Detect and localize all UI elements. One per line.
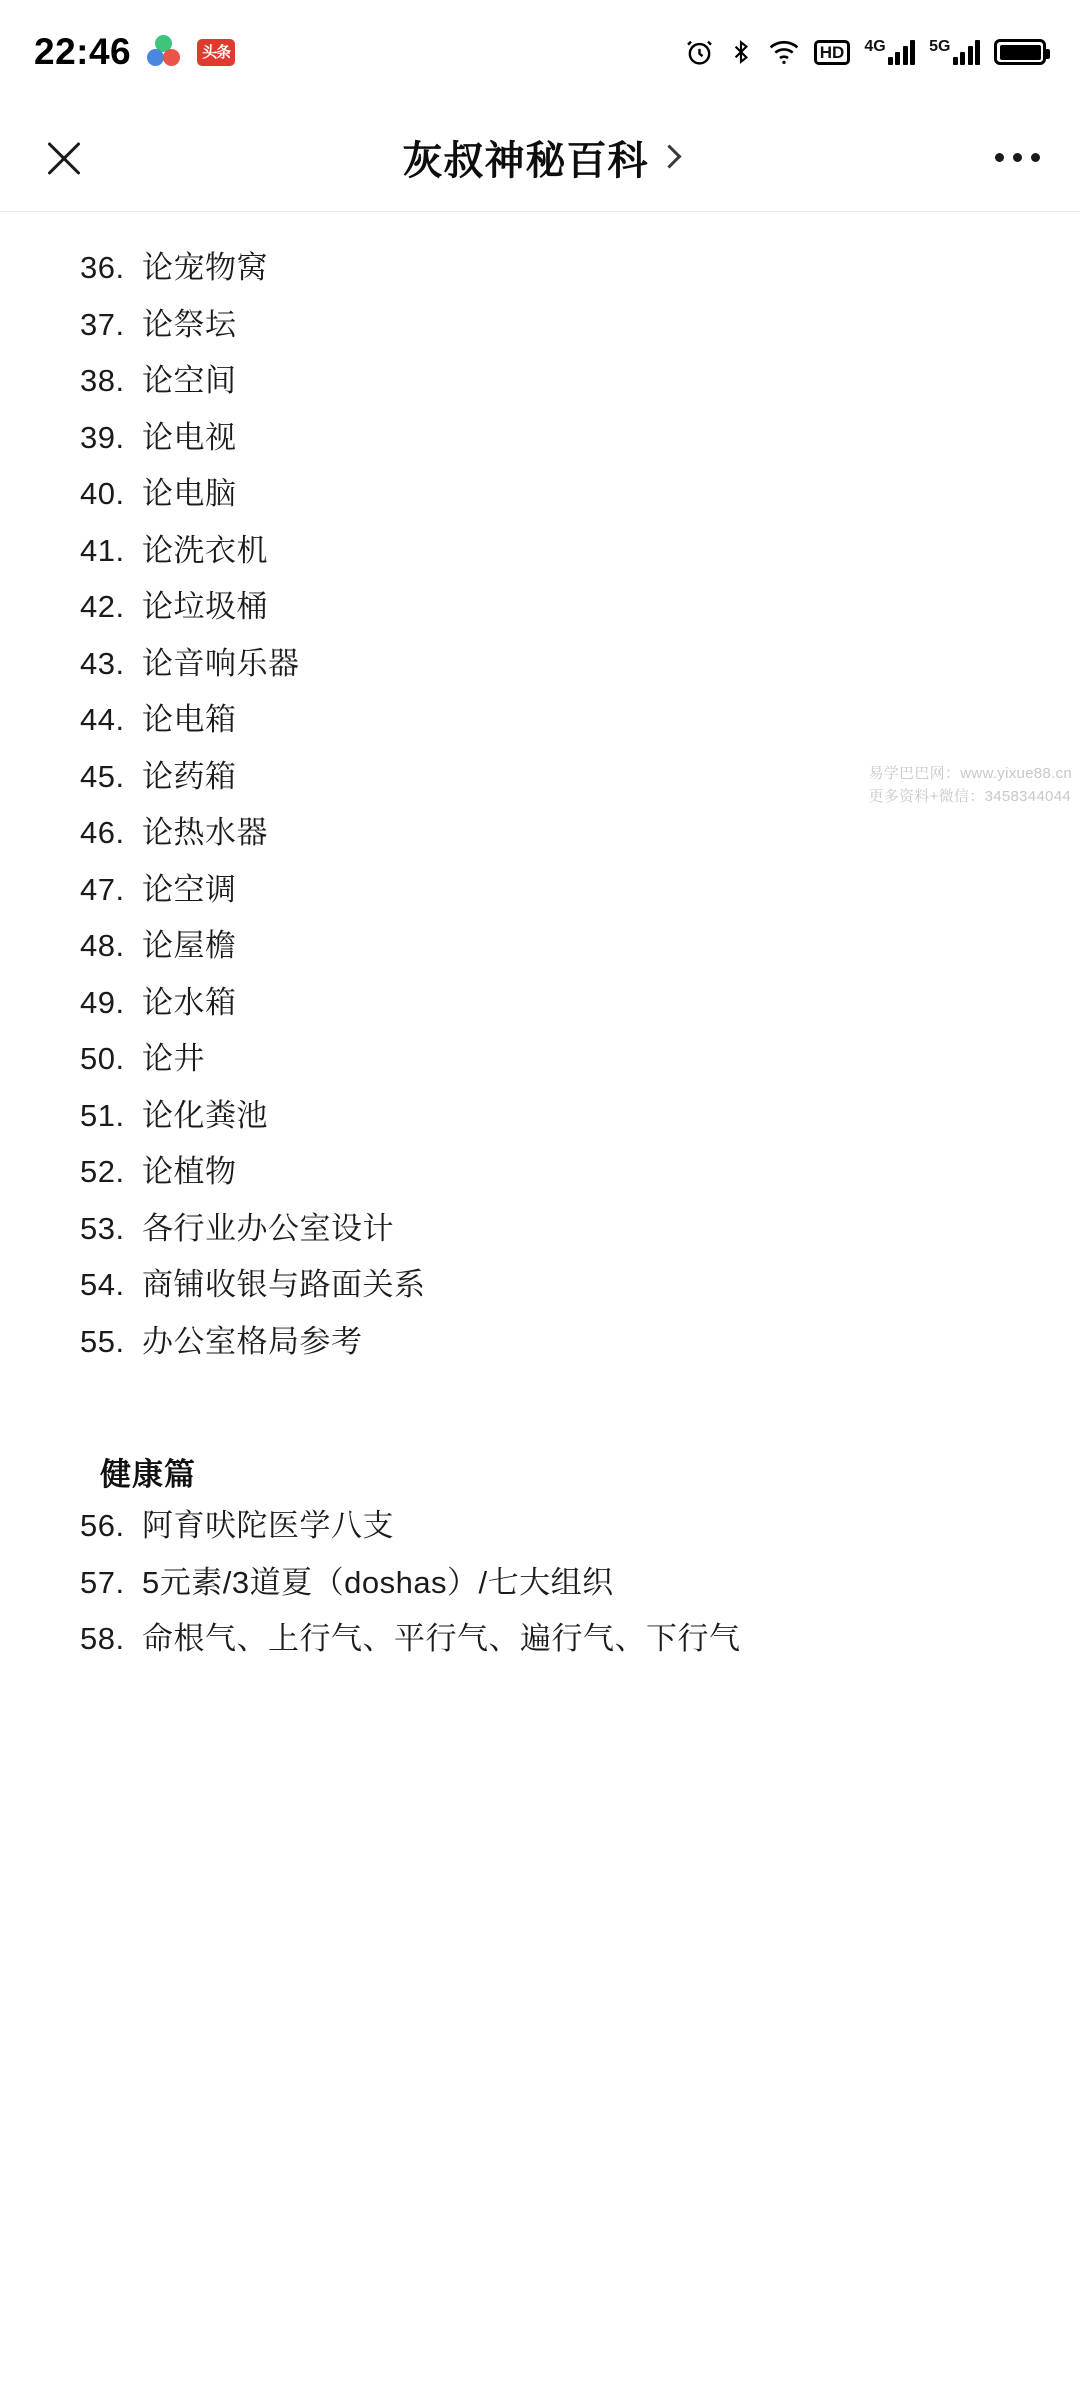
- list-item-number: 50.: [80, 1041, 125, 1076]
- list-item[interactable]: [0, 1613, 1080, 1670]
- list-item-number: 51.: [80, 1097, 125, 1133]
- list-item[interactable]: [0, 1033, 1080, 1090]
- list-item-label: 各行业办公室设计: [142, 1210, 394, 1246]
- list-item-label: 论空调: [142, 871, 237, 907]
- list-item-label: 论洗衣机: [142, 532, 268, 568]
- list-item-label: 论热水器: [142, 815, 268, 850]
- list-item-number: 38.: [80, 363, 125, 398]
- list-item-number: 39.: [80, 419, 125, 455]
- close-icon[interactable]: [36, 130, 92, 186]
- list-item-number: 37.: [80, 306, 125, 342]
- list-item-label: 论屋檐: [142, 928, 237, 963]
- list-item[interactable]: [0, 1090, 1080, 1147]
- list-item[interactable]: [0, 581, 1080, 638]
- network-5g-label: 5G: [929, 38, 951, 55]
- list-item-number: 57.: [80, 1564, 125, 1600]
- list-item-label: 办公室格局参考: [142, 1323, 363, 1359]
- page-title-wrap: [0, 129, 1080, 186]
- list-item-number: 48.: [80, 928, 125, 963]
- list-item-label: 论药箱: [142, 758, 237, 794]
- list-item-number: 58.: [80, 1621, 125, 1656]
- watermark-line-1: 易学巴巴网：www.yixue88.cn: [868, 765, 1072, 782]
- list-item[interactable]: [0, 1316, 1080, 1373]
- toc-list: [0, 212, 1080, 1670]
- network-4g-label: 4G: [864, 38, 886, 55]
- list-item-number: 53.: [80, 1210, 125, 1246]
- list-item-label: 论水箱: [142, 984, 237, 1020]
- list-item[interactable]: [0, 242, 1080, 299]
- chevron-right-icon[interactable]: [657, 144, 681, 168]
- hd-icon: HD: [814, 40, 851, 65]
- page-title: 灰叔神秘百科: [402, 139, 649, 183]
- list-item[interactable]: [0, 299, 1080, 356]
- three-dots-logo-icon: [147, 35, 181, 69]
- list-item-label: 论电脑: [142, 476, 237, 511]
- list-item-label: 商铺收银与路面关系: [142, 1267, 426, 1302]
- watermark-line-2: 更多资料+微信：3458344044: [868, 788, 1072, 806]
- list-item[interactable]: [0, 1203, 1080, 1260]
- list-item-label: 论祭坛: [142, 306, 237, 342]
- signal-bars-icon: [888, 39, 916, 65]
- list-item[interactable]: [0, 355, 1080, 412]
- list-item[interactable]: [0, 638, 1080, 695]
- list-item-label: 论电视: [142, 419, 237, 455]
- wifi-icon: [768, 38, 800, 66]
- list-item[interactable]: [0, 468, 1080, 525]
- list-item-label: 5元素/3道夏（doshas）/七大组织: [142, 1564, 614, 1600]
- list-item-label: 论电箱: [142, 702, 237, 737]
- list-item[interactable]: [0, 1259, 1080, 1316]
- signal-4g-indicator: [864, 39, 915, 65]
- list-item-label: 命根气、上行气、平行气、遍行气、下行气: [142, 1621, 741, 1656]
- list-item-label: 论空间: [142, 363, 237, 398]
- list-item-number: 40.: [80, 476, 125, 511]
- list-item[interactable]: [0, 807, 1080, 864]
- list-item[interactable]: [0, 694, 1080, 751]
- list-item[interactable]: [0, 920, 1080, 977]
- signal-5g-indicator: [929, 39, 980, 65]
- list-item-number: 52.: [80, 1154, 125, 1189]
- list-item-number: 42.: [80, 589, 125, 624]
- list-item-number: 45.: [80, 758, 125, 794]
- list-item[interactable]: [0, 1557, 1080, 1614]
- list-item[interactable]: [0, 864, 1080, 921]
- list-item-number: 41.: [80, 532, 125, 568]
- battery-icon: [994, 39, 1046, 65]
- list-item-number: 56.: [80, 1508, 125, 1543]
- list-item-number: 44.: [80, 702, 125, 737]
- more-options-icon[interactable]: [991, 143, 1044, 172]
- status-time: 22:46: [34, 31, 132, 72]
- list-item[interactable]: [0, 412, 1080, 469]
- signal-bars-icon-2: [953, 39, 981, 65]
- list-item-number: 47.: [80, 871, 125, 907]
- list-item[interactable]: [0, 1146, 1080, 1203]
- bluetooth-icon: [728, 38, 754, 66]
- list-item-number: 46.: [80, 815, 125, 850]
- alarm-icon: [685, 38, 714, 67]
- watermark: [868, 762, 1072, 809]
- app-bar: [0, 104, 1080, 212]
- list-item-label: 论音响乐器: [142, 645, 300, 681]
- list-item-label: 论井: [142, 1041, 205, 1076]
- list-item-number: 54.: [80, 1267, 125, 1302]
- list-item[interactable]: [0, 1500, 1080, 1557]
- list-item-label: 论植物: [142, 1154, 237, 1189]
- list-item-number: 49.: [80, 984, 125, 1020]
- list-item-label: 论垃圾桶: [142, 589, 268, 624]
- status-bar-right: [685, 38, 1046, 67]
- status-bar-left: [34, 31, 685, 73]
- list-item-label: 论宠物窝: [142, 250, 268, 285]
- list-item-number: 55.: [80, 1323, 125, 1359]
- list-item-number: 43.: [80, 645, 125, 681]
- section-heading: 健康篇: [100, 1456, 196, 1492]
- section-spacer: [0, 1372, 1080, 1442]
- list-item-label: 论化粪池: [142, 1097, 268, 1133]
- list-item-label: 阿育吠陀医学八支: [142, 1508, 394, 1543]
- list-item[interactable]: [0, 525, 1080, 582]
- list-item-number: 36.: [80, 250, 125, 285]
- news-badge-icon: 头条: [197, 39, 235, 66]
- list-item[interactable]: [0, 977, 1080, 1034]
- status-bar: [0, 0, 1080, 104]
